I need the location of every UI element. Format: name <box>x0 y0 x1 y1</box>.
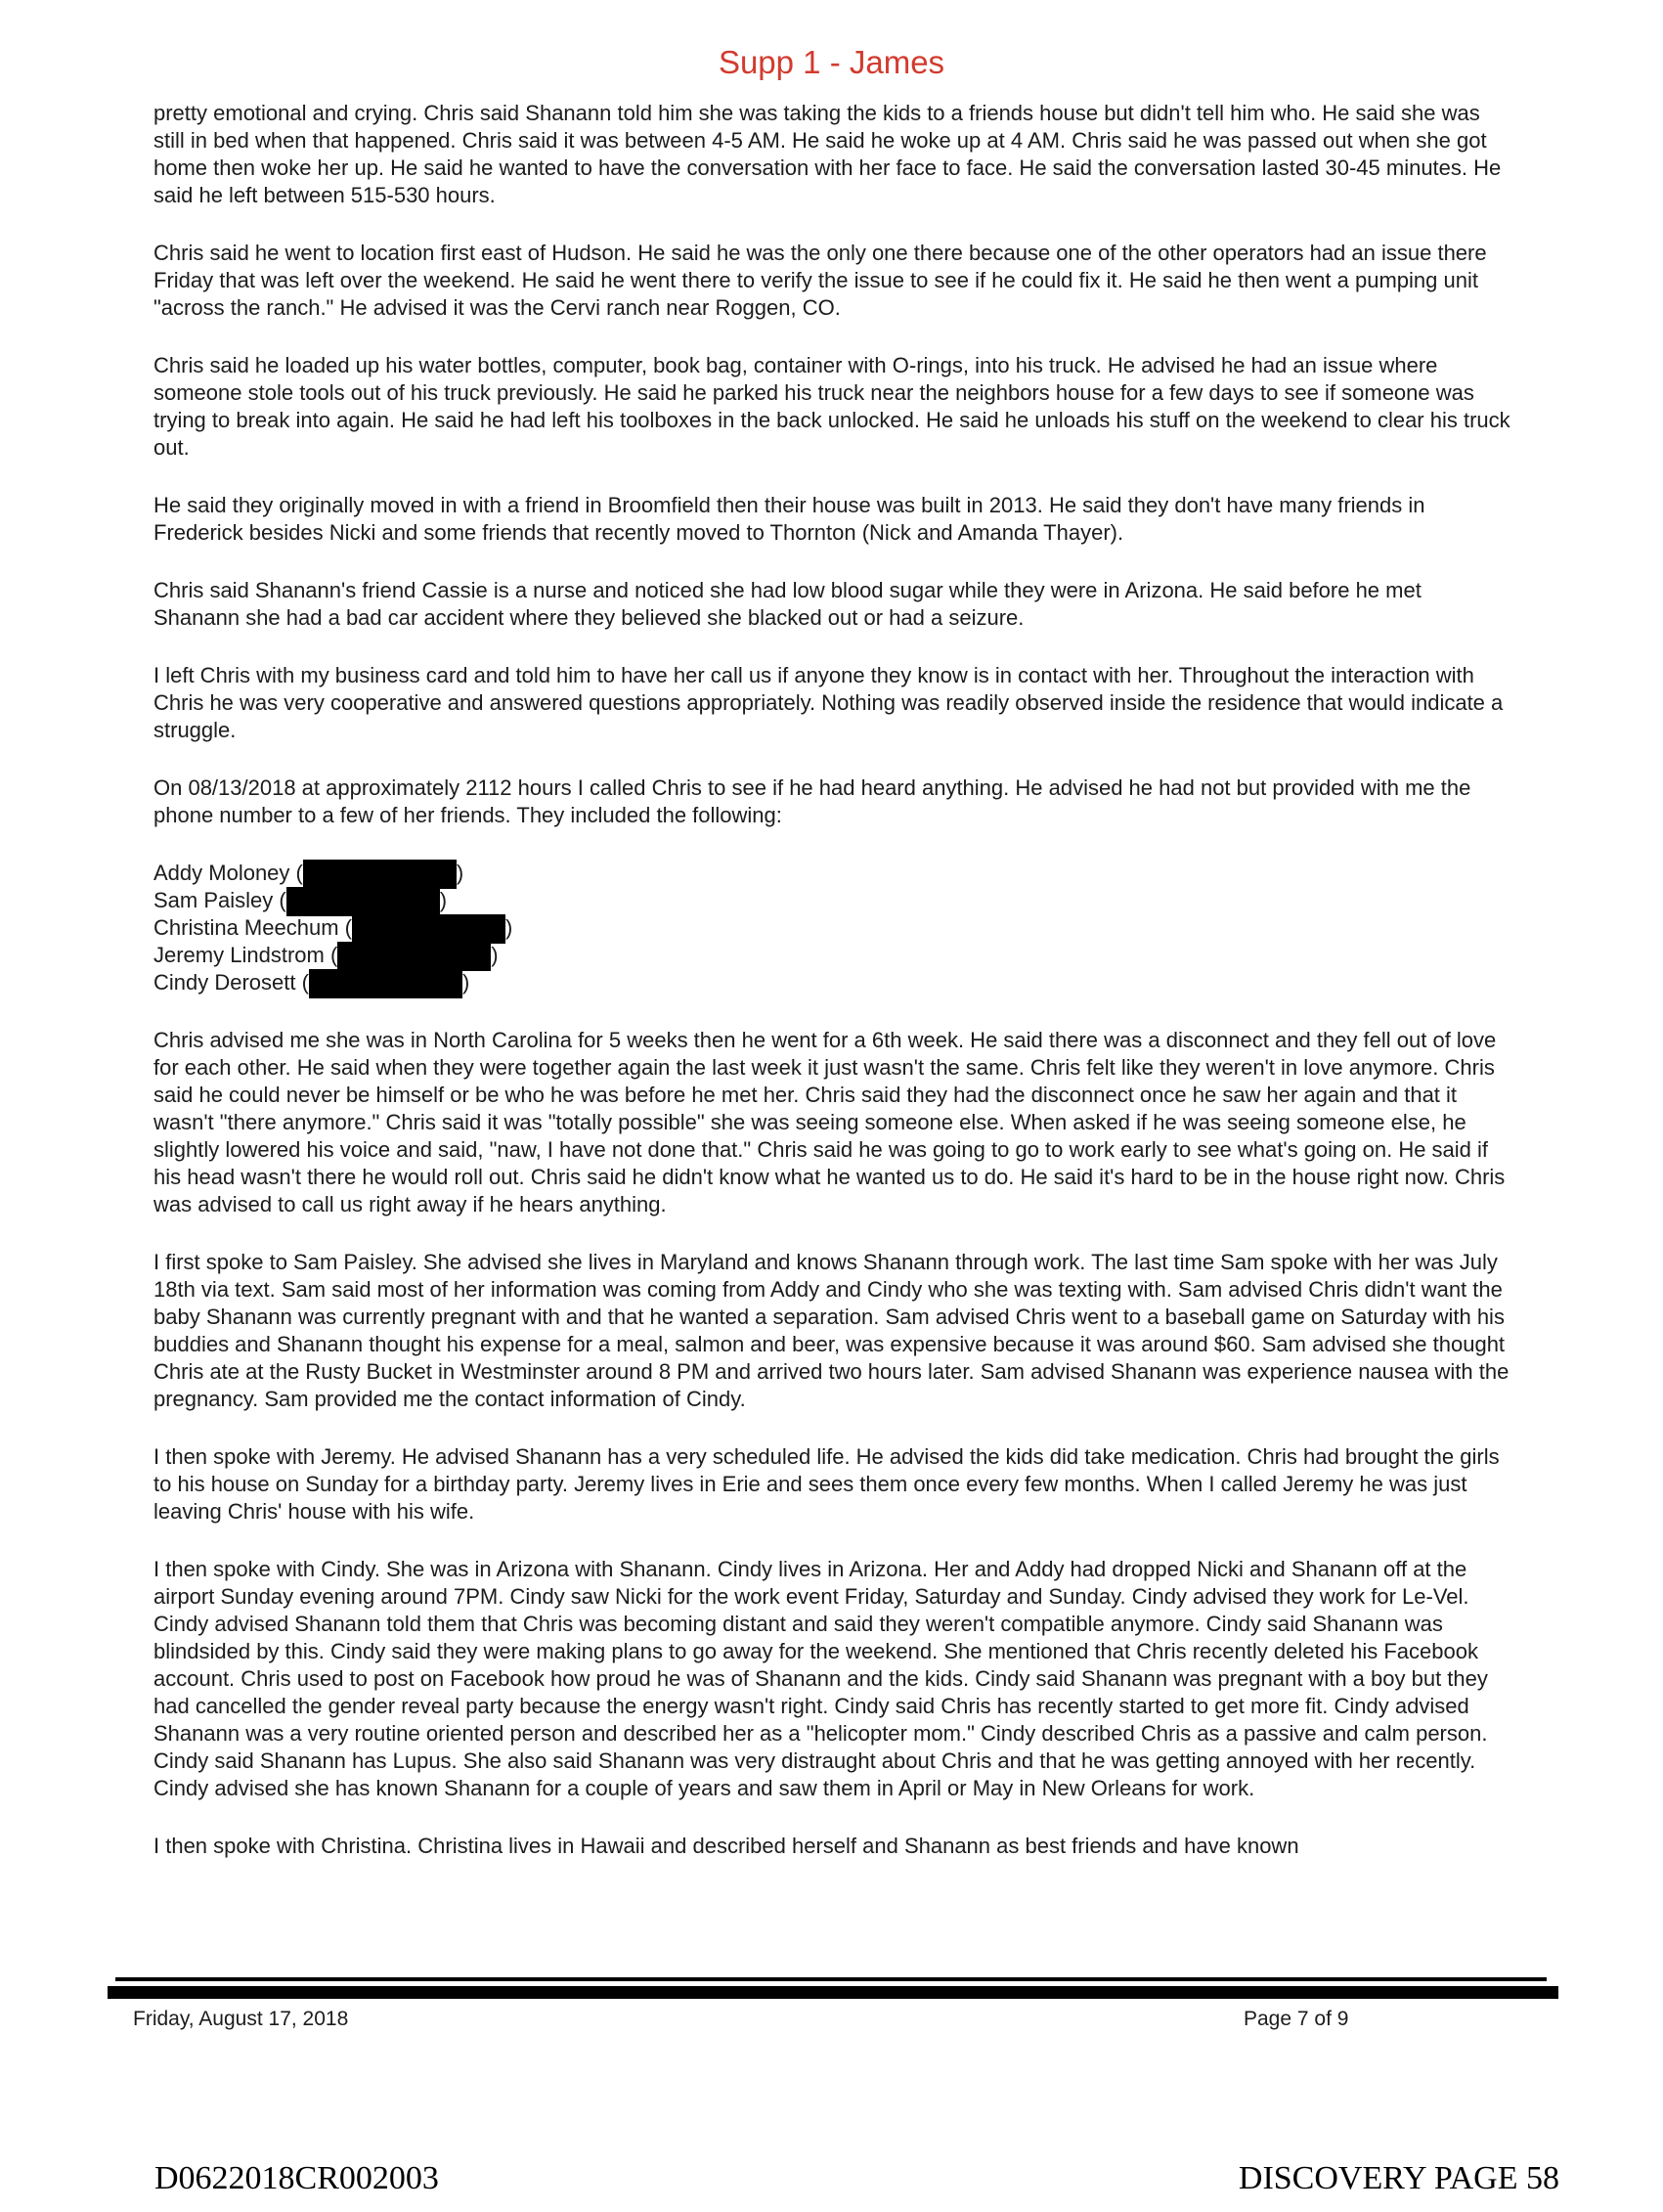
paragraph: He said they originally moved in with a friend in Broomfield then their house was built in 2013. He said they don't have many friends in Frederick besides Nicki and some friends that recently moved to Thornton (Nick and Amanda Thayer). <box>153 493 1425 545</box>
redaction-bar <box>303 860 457 889</box>
footer-date: Friday, August 17, 2018 <box>133 2008 349 2030</box>
paragraph: pretty emotional and crying. Chris said Shanann told him she was taking the kids to a friends house but didn't tell him who. He said she was still in bed when that happened. Chris said it was between 4-5 AM. He said he woke up at 4 AM. Chris said he was passed out when she got home then woke her up. He said he wanted to have the conversation with her face to face. He said the conversation lasted 30-45 minutes. He said he left between 515-530 hours. <box>153 101 1502 207</box>
paragraph: Chris said Shanann's friend Cassie is a nurse and noticed she had low blood sugar while they were in Arizona. He said before he met Shanann she had a bad car accident where they believed she blacked out or had a seizure. <box>153 578 1422 630</box>
contact-name: Christina Meechum <box>153 915 345 940</box>
paragraph: I left Chris with my business card and told him to have her call us if anyone they know is in contact with her. Throughout the interaction with Chris he was very cooperative and answered questions appropriately. Nothing was readily observed inside the residence that would indicate a struggle. <box>153 663 1504 742</box>
paragraph: Chris said he loaded up his water bottles, computer, book bag, container with O-rings, into his truck. He advised he had an issue where someone stole tools out of his truck previously. He said he parked his truck near the neighbors house for a few days to see if someone was trying to break into again. He said he had left his toolboxes in the back unlocked. He said he unloads his stuff on the weekend to clear his truck out. <box>153 353 1510 460</box>
contact-list <box>153 860 1510 996</box>
contact-name: Sam Paisley <box>153 888 280 912</box>
contact-row <box>153 860 1510 887</box>
paragraph: I first spoke to Sam Paisley. She advised she lives in Maryland and knows Shanann through work. The last time Sam spoke with her was July 18th via text. Sam said most of her information was coming from Addy and Cindy who she was texting with. Sam advised Chris didn't want the baby Shanann was currently pregnant with and that he wanted a separation. Sam advised Chris went to a baseball game on Saturday with his buddies and Shanann thought his expense for a meal, salmon and beer, was expensive because it was around $60. Sam advised she thought Chris ate at the Rusty Bucket in Westminster around 8 PM and arrived two hours later. Sam advised Shanann was experience nausea with the pregnancy. Sam provided me the contact information of Cindy. <box>153 1250 1510 1411</box>
contact-row <box>153 887 1510 914</box>
paren-open: ( <box>329 943 338 967</box>
redaction-bar <box>309 969 462 998</box>
paren-open: ( <box>301 970 309 995</box>
contact-name: Cindy Derosett <box>153 970 302 995</box>
footer-divider-thick <box>108 1986 1558 1999</box>
paren-close: ) <box>491 943 499 967</box>
paren-close: ) <box>504 915 513 940</box>
contact-row <box>153 969 1510 996</box>
paren-open: ( <box>279 888 286 912</box>
paragraph: I then spoke with Jeremy. He advised Shanann has a very scheduled life. He advised the kids did take medication. Chris had brought the girls to his house on Sunday for a birthday party. Jeremy lives in Erie and sees them once every few months. When I called Jeremy he was just leaving Chris' house with his wife. <box>153 1444 1500 1524</box>
discovery-page-label: DISCOVERY PAGE 58 <box>1238 2160 1559 2196</box>
paragraph: I then spoke with Christina. Christina lives in Hawaii and described herself and Shanann as best friends and have known <box>153 1834 1299 1858</box>
contact-row <box>153 942 1510 969</box>
contact-name: Addy Moloney <box>153 861 296 885</box>
redaction-bar <box>337 942 491 971</box>
paragraph: Chris said he went to location first east of Hudson. He said he was the only one there because one of the other operators had an issue there Friday that was left over the weekend. He said he went there to verify the issue to see if he could fix it. He said he then went a pumping unit "across the ranch." He advised it was the Cervi ranch near Roggen, CO. <box>153 241 1487 320</box>
paren-close: ) <box>461 970 470 995</box>
page-title: Supp 1 - James <box>718 44 945 80</box>
contact-row <box>153 914 1510 942</box>
paren-close: ) <box>456 861 464 885</box>
redaction-bar <box>286 887 440 916</box>
footer-page-number: Page 7 of 9 <box>1244 2008 1349 2030</box>
footer-divider-thin <box>115 1977 1547 1981</box>
paragraph: I then spoke with Cindy. She was in Arizona with Shanann. Cindy lives in Arizona. Her and Addy had dropped Nicki and Shanann off at the airport Sunday evening around 7PM. Cindy saw Nicki for the work event Friday, Saturday and Sunday. Cindy advised they work for Le-Vel. Cindy advised Shanann told them that Chris was becoming distant and said they weren't compatible anymore. Cindy said Shanann was blindsided by this. Cindy said they were making plans to go away for the weekend. She mentioned that Chris recently deleted his Facebook account. Chris used to post on Facebook how proud he was of Shanann and the kids. Cindy said Shanann was pregnant with a boy but they had cancelled the gender reveal party because the energy wasn't right. Cindy said Chris has recently started to get more fit. Cindy advised Shanann was a very routine oriented person and described her as a "helicopter mom." Cindy described Chris as a passive and calm person. Cindy said Shanann has Lupus. She also said Shanann was very distraught about Chris and that he was getting annoyed with her recently. Cindy advised she has known Shanann for a couple of years and saw them in April or May in New Orleans for work. <box>153 1557 1488 1800</box>
paragraph: On 08/13/2018 at approximately 2112 hours I called Chris to see if he had heard anything. He advised he had not but provided with me the phone number to a few of her friends. They included the following: <box>153 775 1471 827</box>
report-body <box>153 100 1510 1860</box>
case-number: D0622018CR002003 <box>154 2160 439 2196</box>
paren-close: ) <box>439 888 448 912</box>
paragraph: Chris advised me she was in North Carolina for 5 weeks then he went for a 6th week. He said there was a disconnect and they fell out of love for each other. He said when they were together again the last week it just wasn't the same. Chris felt like they weren't in love anymore. Chris said he could never be himself or be who he was before he met her. Chris said they had the disconnect once he saw her again and that it wasn't "there anymore." Chris said it was "totally possible" she was seeing someone else. When asked if he was seeing someone else, he slightly lowered his voice and said, "naw, I have not done that." Chris said he was going to go to work early to see what's going on. He said if his head wasn't there he would roll out. Chris said he didn't know what he wanted us to do. He said it's hard to be in the house right now. Chris was advised to call us right away if he hears anything. <box>153 1028 1506 1217</box>
redaction-bar <box>352 914 505 944</box>
contact-name: Jeremy Lindstrom <box>153 943 330 967</box>
paren-open: ( <box>295 861 303 885</box>
paren-open: ( <box>344 915 352 940</box>
